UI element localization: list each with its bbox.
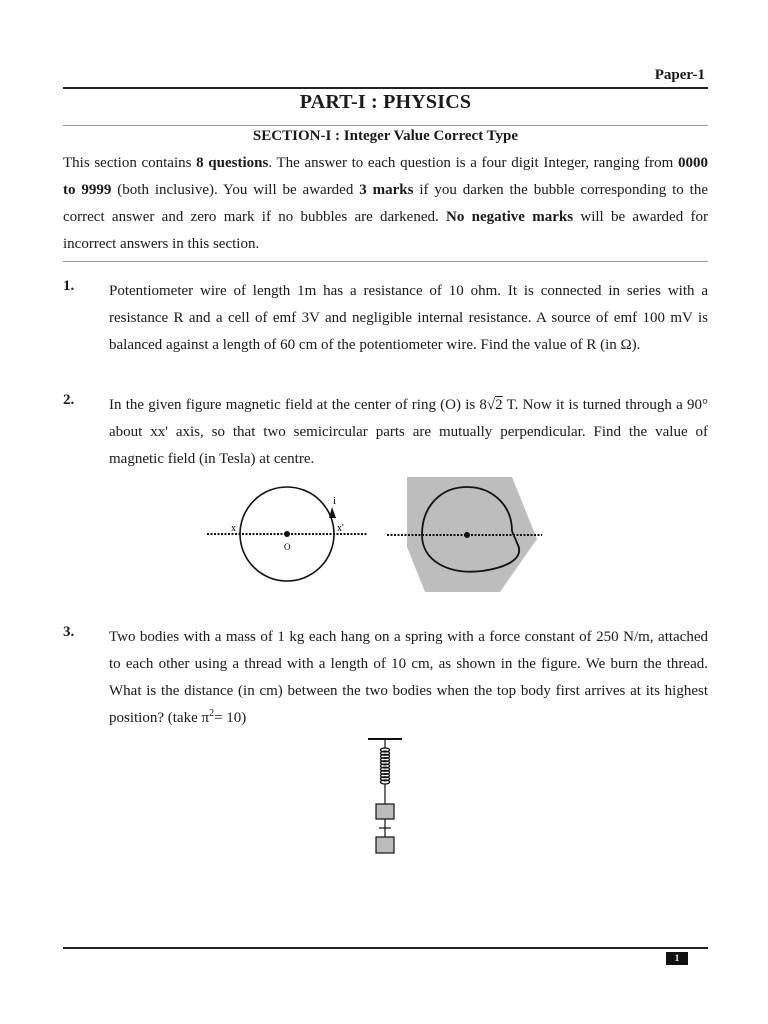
current-arrow [329, 507, 336, 518]
spring-coils [381, 748, 390, 784]
part-title: PART-I : PHYSICS [299, 91, 472, 113]
question-text: In the given figure magnetic field at the center of ring (O) is 8√2 T. Now it is turned through a 90° about xx' axis, so that two semicircular parts are mutually perpendicular. Find the value of magnetic field (in Tesla) at centre. [109, 397, 708, 467]
lower-mass [376, 837, 394, 853]
spring-masses-figure [362, 736, 408, 858]
header-rule [63, 87, 708, 89]
upper-mass [376, 804, 394, 819]
question-1 [63, 278, 708, 359]
eight-root-two: 8√2 [479, 397, 503, 413]
label-i: i [333, 495, 337, 507]
footer-rule [63, 947, 708, 949]
spring-coil [381, 780, 390, 784]
center-dot [284, 531, 290, 537]
part-divider [63, 125, 708, 126]
question-text: Potentiometer wire of length 1m has a resistance of 10 ohm. It is connected in series with a resistance R and a cell of emf 3V and negligible internal resistance. A source of emf 100 mV is balanced against a length of 60 cm of the potentiometer wire. Find the value of R (in Ω). [109, 283, 708, 353]
instructions-divider [63, 261, 708, 262]
question-2 [63, 392, 708, 473]
label-o: O [284, 542, 291, 552]
section-instructions: This section contains 8 questions. The answer to each question is a four digit Integer, ranging from 0000 to 9999 (both inclusive). You will be awarded 3 marks if you darken the bubble corresponding to the correct answer and zero mark if no bubbles are darkened. No negative marks will be awarded for incorrect answers in this section. [63, 155, 708, 252]
section-title: SECTION-I : Integer Value Correct Type [252, 128, 519, 144]
rotated-ring-figure [385, 475, 545, 595]
question-3 [63, 624, 708, 732]
paper-label: Paper-1 [654, 67, 705, 83]
question-text: Two bodies with a mass of 1 kg each hang on a spring with a force constant of 250 N/m, attached to each other using a thread with a length of 10 cm, as shown in the figure. We burn the thread. What is the distance (in cm) between the two bodies when the top body first arrives at its highest position? (take $\pi^2= 10$) [109, 629, 708, 726]
center-dot [464, 532, 470, 538]
page-number: 1 [666, 952, 688, 965]
ring-figure [205, 478, 370, 583]
label-x-prime: x' [337, 523, 344, 534]
label-x: x [231, 523, 236, 534]
question-number: 3. [63, 624, 75, 640]
question-number: 2. [63, 392, 75, 408]
question-number: 1. [63, 278, 75, 294]
